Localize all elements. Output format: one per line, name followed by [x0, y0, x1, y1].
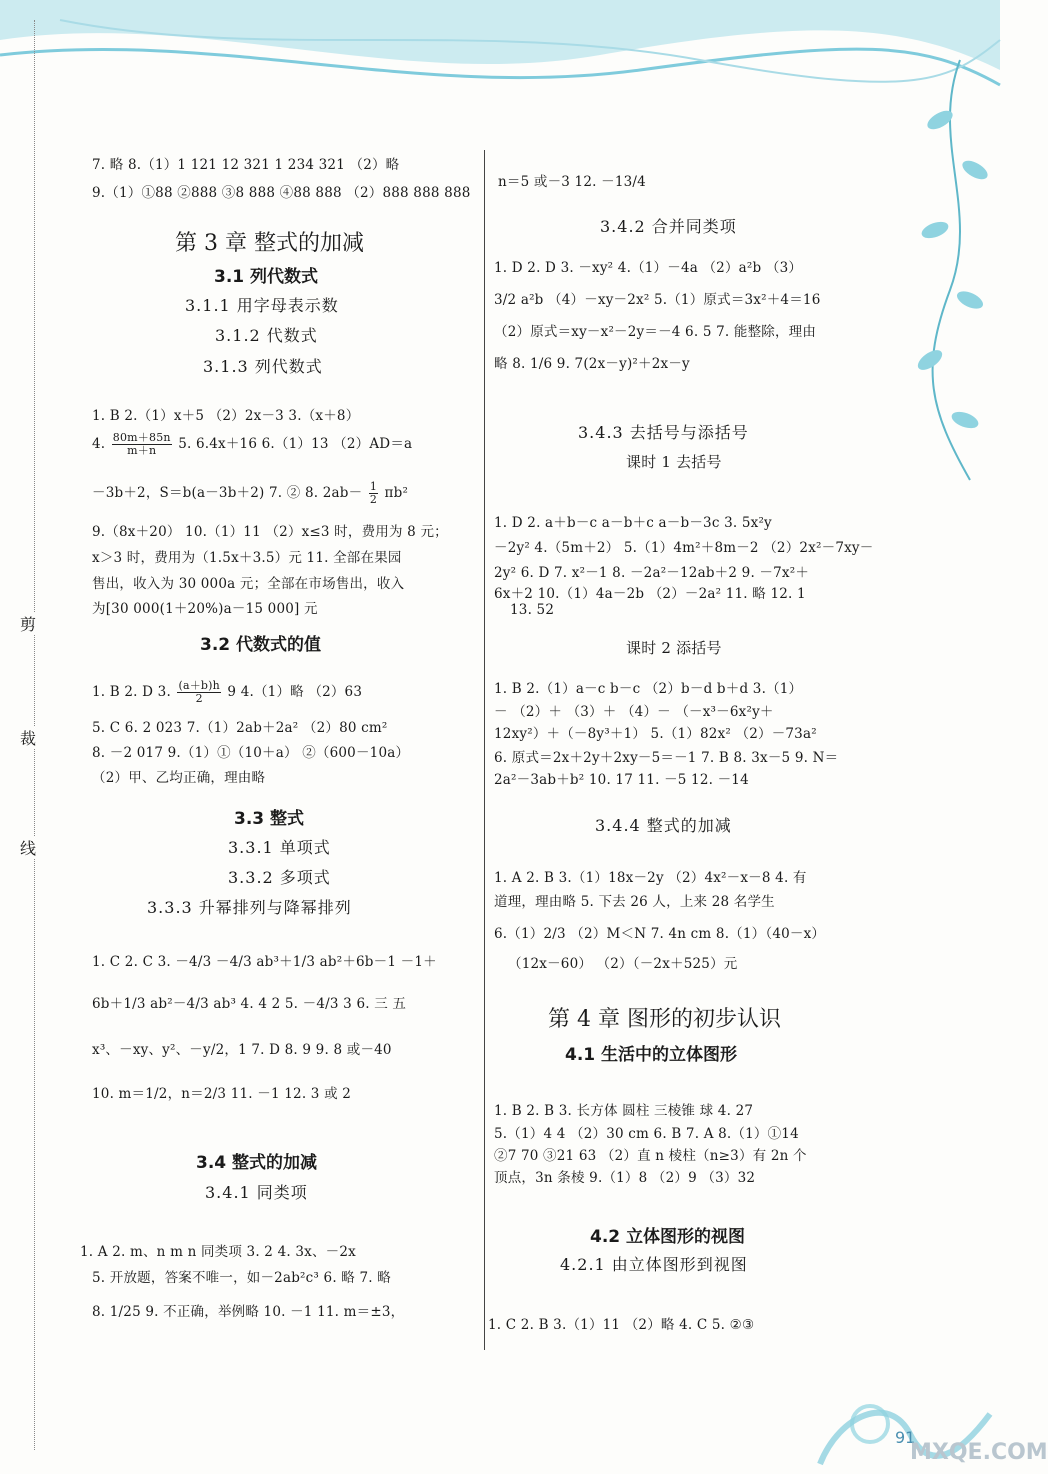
answer-text: 1. B 2. D 3.	[92, 684, 171, 700]
page-number: 91	[895, 1428, 916, 1447]
numerator: (a＋b)h	[178, 679, 220, 692]
section-heading: 3.1 列代数式	[214, 267, 319, 287]
subsection-heading: 3.1.3 列代数式	[203, 357, 323, 376]
answer-line: 13. 52	[510, 602, 555, 618]
vine-decoration	[890, 60, 1000, 480]
answer-line: （2）甲、乙均正确，理由略	[92, 770, 266, 786]
subsection-heading: 3.4.3 去括号与添括号	[578, 423, 749, 442]
fraction	[177, 680, 220, 705]
answer-line: 1. B 2. B 3. 长方体 圆柱 三棱锥 球 4. 27	[494, 1103, 754, 1119]
answer-line: 6. 原式＝2x＋2y＋2xy－5＝－1 7. B 8. 3x－5 9. N＝	[494, 750, 839, 766]
answer-line: （12x－60） （2）（－2x＋525）元	[508, 956, 738, 972]
answer-line: 8. 1/25 9. 不正确，举例略 10. －1 11. m＝±3，	[92, 1304, 405, 1320]
answer-line: x³、－xy、y²、－y/2，1 7. D 8. 9 9. 8 或－40	[92, 1042, 392, 1058]
answer-line: 6b＋1/3 ab²－4/3 ab³ 4. 4 2 5. －4/3 3 6. 三 五	[92, 996, 407, 1012]
section-heading: 3.2 代数式的值	[200, 635, 322, 655]
subsection-heading: 4.2.1 由立体图形到视图	[560, 1255, 748, 1274]
answer-line: 1. C 2. C 3. －4/3 －4/3 ab³＋1/3 ab²＋6b－1 －1＋	[92, 954, 437, 970]
subsection-heading: 3.1.1 用字母表示数	[185, 296, 339, 315]
answer-line: － （2）＋ （3）＋ （4）－ （－x³－6x²y＋	[494, 704, 774, 720]
numerator: 1	[369, 480, 378, 493]
subsection-heading: 3.3.1 单项式	[228, 838, 331, 857]
answer-line	[92, 680, 362, 705]
fraction	[369, 481, 378, 506]
denominator: m＋n	[127, 444, 157, 457]
answer-line: 1. C 2. B 3.（1）11 （2）略 4. C 5. ②③	[488, 1317, 755, 1333]
numerator: 80m＋85n	[112, 431, 171, 444]
answer-line: 1. A 2. B 3.（1）18x－2y （2）4x²－x－8 4. 有	[494, 870, 807, 886]
answer-line: 1. B 2.（1）a－c b－c （2）b－d b＋d 3.（1）	[494, 681, 803, 697]
column-divider	[484, 150, 485, 1350]
answer-line: 5. 开放题，答案不唯一，如－2ab²c³ 6. 略 7. 略	[92, 1270, 391, 1286]
answer-line: （2）原式＝xy－x²－2y＝－4 6. 5 7. 能整除，理由	[494, 324, 817, 340]
answer-line: －2y² 4.（5m＋2） 5.（1）4m²＋8m－2 （2）2x²－7xy－	[494, 540, 874, 556]
answer-line: 1. A 2. m、n m n 同类项 3. 2 4. 3x、－2x	[80, 1244, 356, 1260]
answer-line: 顶点，3n 条棱 9.（1）8 （2）9 （3）32	[494, 1170, 756, 1186]
answer-line: 5. C 6. 2 023 7.（1）2ab＋2a² （2）80 cm²	[92, 720, 388, 736]
watermark-logo: MXQE.COM	[910, 1440, 1048, 1465]
answer-line: 7. 略 8.（1）1 121 12 321 1 234 321 （2）略	[92, 157, 400, 173]
answer-line: 1. D 2. a＋b－c a－b＋c a－b－3c 3. 5x²y	[494, 515, 772, 531]
answer-line: x＞3 时，费用为（1.5x＋3.5）元 11. 全部在果园	[92, 550, 402, 566]
subsection-heading: 3.3.3 升幂排列与降幂排列	[147, 898, 352, 917]
section-heading: 3.4 整式的加减	[196, 1153, 318, 1173]
answer-line: 6.（1）2/3 （2）M＜N 7. 4n cm 8.（1）（40－x）	[494, 926, 826, 942]
chapter-heading: 第 4 章 图形的初步认识	[548, 1007, 781, 1032]
section-heading: 4.2 立体图形的视图	[590, 1227, 746, 1247]
answer-line: 略 8. 1/6 9. 7(2x－y)²＋2x－y	[494, 356, 690, 372]
denominator: 2	[195, 692, 203, 705]
cut-label: 裁	[18, 726, 38, 749]
answer-line: 2a²－3ab＋b² 10. 17 11. －5 12. －14	[494, 772, 749, 788]
answer-line: 9.（8x＋20） 10.（1）11 （2）x≤3 时，费用为 8 元；	[92, 524, 448, 540]
answer-text: －3b＋2，S＝b(a－3b＋2) 7. ② 8. 2ab－	[92, 485, 363, 501]
answer-line: 为[30 000(1＋20%)a－15 000] 元	[92, 601, 318, 617]
answer-line: n＝5 或－3 12. －13/4	[498, 174, 646, 190]
answer-line: ②7 70 ③21 63 （2）直 n 棱柱（n≥3）有 2n 个	[494, 1148, 807, 1164]
answer-line: 5.（1）4 4 （2）30 cm 6. B 7. A 8.（1）①14	[494, 1126, 799, 1142]
answer-line: 1. D 2. D 3. －xy² 4.（1）－4a （2）a²b （3）	[494, 260, 803, 276]
answer-line	[92, 432, 412, 457]
lesson-heading: 课时 2 添括号	[626, 639, 722, 657]
answer-line: 9.（1）①88 ②888 ③8 888 ④88 888 （2）888 888 888	[92, 185, 471, 201]
ribbon-decoration	[0, 0, 1000, 120]
cut-label: 线	[18, 836, 38, 859]
answer-line: 3/2 a²b （4）－xy－2x² 5.（1）原式＝3x²＋4＝16	[494, 292, 821, 308]
subsection-heading: 3.1.2 代数式	[215, 326, 318, 345]
answer-text: 9 4.（1）略 （2）63	[227, 684, 363, 700]
answer-line: 2y² 6. D 7. x²－1 8. －2a²－12ab＋2 9. －7x²＋	[494, 565, 810, 581]
denominator: 2	[369, 493, 378, 506]
subsection-heading: 3.4.4 整式的加减	[595, 816, 732, 835]
answer-text: 5. 6.4x＋16 6.（1）13 （2）AD＝a	[178, 436, 413, 452]
fraction	[112, 432, 172, 457]
subsection-heading: 3.4.1 同类项	[205, 1183, 308, 1202]
lesson-heading: 课时 1 去括号	[626, 453, 722, 471]
section-heading: 3.3 整式	[234, 809, 305, 829]
subsection-heading: 3.4.2 合并同类项	[600, 217, 737, 236]
answer-text: πb²	[384, 485, 409, 501]
answer-line: 售出，收入为 30 000a 元；全部在市场售出，收入	[92, 576, 405, 592]
section-heading: 4.1 生活中的立体图形	[565, 1045, 738, 1065]
cut-label: 剪	[18, 612, 38, 635]
answer-line: 道理，理由略 5. 下去 26 人，上来 28 名学生	[494, 894, 775, 910]
answer-line: 1. B 2.（1）x＋5 （2）2x－3 3.（x＋8）	[92, 408, 360, 424]
answer-line	[92, 481, 408, 506]
answer-line: 8. －2 017 9.（1）①（10＋a） ②（600－10a）	[92, 745, 410, 761]
answer-text: 4.	[92, 436, 106, 452]
answer-line: 6x＋2 10.（1）4a－2b （2）－2a² 11. 略 12. 1	[494, 586, 806, 602]
answer-line: 12xy²）＋（－8y³＋1） 5.（1）82x² （2）－73a²	[494, 726, 817, 742]
answer-line: 10. m＝1/2，n＝2/3 11. －1 12. 3 或 2	[92, 1086, 352, 1102]
subsection-heading: 3.3.2 多项式	[228, 868, 331, 887]
chapter-heading: 第 3 章 整式的加减	[175, 231, 364, 256]
